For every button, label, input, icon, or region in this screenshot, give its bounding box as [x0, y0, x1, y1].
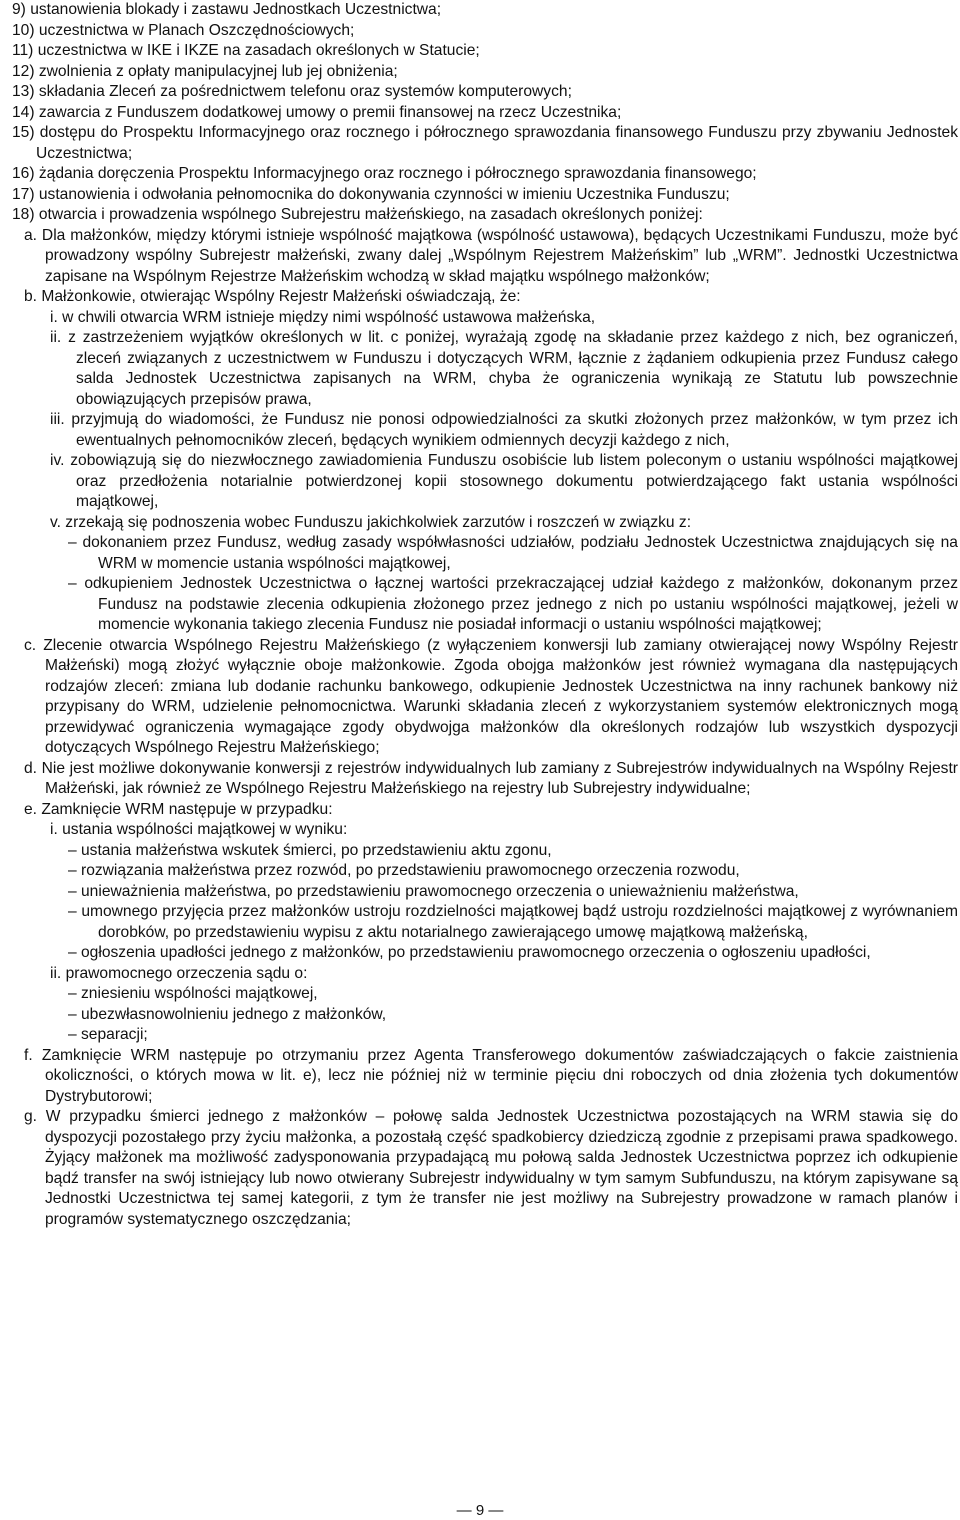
clause-b-v-dash-2: – odkupieniem Jednostek Uczestnictwa o łącznej wartości przekraczającej udział każdego z małżonków, dokonanym przez Fundusz na podstawie zlecenia odkupienia złożonego przez jednego z nich po ustaniu wspólności majątkowej, jeżeli w momencie wykonania takiego zlecenia Fundusz nie posiadał informacji o ustaniu wspólności majątkowej;	[68, 575, 958, 633]
clause-e-i-dash-5: – ogłoszenia upadłości jednego z małżonków, po przedstawieniu prawomocnego orzeczenia o ogłoszeniu upadłości,	[68, 944, 871, 961]
clause-c: c. Zlecenie otwarcia Wspólnego Rejestru Małżeńskiego (z wyłączeniem konwersji lub zamiany otwierającej nowy Wspólny Rejestr Małżeński) mogą złożyć wyłącznie oboje małżonkowie. Zgoda obojga małżonków jest również wymagana dla następujących rodzajów zleceń: zmiana lub dodanie rachunku bankowego, odkupienie Jednostek Uczestnictwa na inny rachunek bankowy niż przypisany do WRM, udzielenie pełnomocnictwa. Warunki składania zleceń z wykorzystaniem systemów elektronicznych mogą przewidywać ograniczenia wymagające zgody obydwojga małżonków dla określonych rodzajów lub wszystkich dyspozycji dotyczących Wspólnego Rejestru Małżeńskiego;	[24, 636, 958, 756]
clause-d: d. Nie jest możliwe dokonywanie konwersji z rejestrów indywidualnych lub zamiany z Subrejestrów indywidualnych na Wspólny Rejestr Małżeński, jak również ze Wspólnego Rejestru Małżeńskiego na rejestry lub Subrejestry indywidualne;	[24, 759, 958, 797]
clause-b-ii: ii. z zastrzeżeniem wyjątków określonych w lit. c poniżej, wyrażają zgodę na składanie przez każdego z nich, bez ograniczeń, zleceń związanych z uczestnictwem w Funduszu i dotyczących WRM, łącznie z żądaniem odkupienia przez Fundusz całego salda Jednostek Uczestnictwa zapisanych na WRM, chyba że ograniczenia wynikają ze Statutu lub powszechnie obowiązujących przepisów prawa,	[50, 329, 958, 408]
page-number: — 9 —	[456, 1502, 504, 1519]
item-9: 9) ustanowienia blokady i zastawu Jednostkach Uczestnictwa;	[12, 1, 442, 18]
item-18: 18) otwarcia i prowadzenia wspólnego Subrejestru małżeńskiego, na zasadach określonych poniżej:	[12, 206, 703, 223]
clause-e-i: i. ustania wspólności majątkowej w wyniku:	[50, 821, 348, 838]
clause-b-iv: iv. zobowiązują się do niezwłocznego zawiadomienia Funduszu osobiście lub listem poleconym o ustaniu wspólności majątkowej oraz przedłożenia notarialnie potwierdzonej kopii stosownego dokumentu potwierdzającego fakt ustania wspólności majątkowej,	[50, 452, 958, 510]
item-17: 17) ustanowienia i odwołania pełnomocnika do dokonywania czynności w imieniu Uczestnika Funduszu;	[12, 185, 730, 203]
item-11: 11) uczestnictwa w IKE i IKZE na zasadach określonych w Statucie;	[12, 42, 480, 59]
item-10: 10) uczestnictwa w Planach Oszczędnościowych;	[12, 21, 355, 39]
clause-e-i-dash-4: – umownego przyjęcia przez małżonków ustroju rozdzielności majątkowej bądź ustroju rozdzielności majątkowej z wyrównaniem dorobków, po przedstawieniu wypisu z aktu notarialnego zawierającego umowę majątkową małżeńską,	[68, 903, 958, 941]
clause-e-ii-dash-2: – ubezwłasnowolnieniu jednego z małżonków,	[68, 1005, 387, 1023]
clause-e-ii-dash-1: – zniesieniu wspólności majątkowej,	[68, 985, 318, 1002]
clause-e-i-dash-1: – ustania małżeństwa wskutek śmierci, po przedstawieniu aktu zgonu,	[68, 841, 552, 859]
clause-f: f. Zamknięcie WRM następuje po otrzymaniu przez Agenta Transferowego dokumentów zaświadczających o fakcie zaistnienia okoliczności, o których mowa w lit. e), lecz nie później niż w terminie pięciu dni roboczych od dnia złożenia tych dokumentów Dystrybutorowi;	[24, 1046, 958, 1105]
clause-e-i-dash-2: – rozwiązania małżeństwa przez rozwód, po przedstawieniu prawomocnego orzeczenia rozwodu,	[68, 862, 740, 879]
clause-e-ii-dash-3: – separacji;	[68, 1026, 148, 1043]
clause-b-intro: b. Małżonkowie, otwierając Wspólny Rejestr Małżeński oświadczają, że:	[24, 288, 521, 305]
clause-e-i-dash-3: – unieważnienia małżeństwa, po przedstawieniu prawomocnego orzeczenia o unieważnieniu małżeństwa,	[68, 882, 799, 900]
clause-e-ii: ii. prawomocnego orzeczenia sądu o:	[50, 964, 308, 982]
item-12: 12) zwolnienia z opłaty manipulacyjnej lub jej obniżenia;	[12, 62, 398, 80]
item-14: 14) zawarcia z Funduszem dodatkowej umowy o premii finansowej na rzecz Uczestnika;	[12, 103, 622, 121]
clause-a: a. Dla małżonków, między którymi istnieje wspólność majątkowa (wspólność ustawowa), będących Uczestnikami Funduszu, może być prowadzony wspólny Subrejestr małżeński, zwany dalej „Wspólnym Rejestrem Małżeńskim” lub „WRM”. Jednostki Uczestnictwa zapisane na Wspólnym Rejestrze Małżeńskim wchodzą w skład majątku wspólnego małżonków;	[24, 226, 958, 285]
item-16: 16) żądania doręczenia Prospektu Informacyjnego oraz rocznego i półrocznego sprawozdania finansowego;	[12, 165, 757, 182]
clause-g: g. W przypadku śmierci jednego z małżonków – połowę salda Jednostek Uczestnictwa pozostających na WRM stawia się do dyspozycji pozostałego przy życiu małżonka, a pozostałą część spadkobiercy dziedziczą zgodnie z przepisami prawa spadkowego. Żyjący małżonek ma możliwość zadysponowania przypadającą mu połową salda Jednostek Uczestnictwa poprzez ich odkupienie bądź transfer na swój istniejący lub nowo otwierany Subrejestr indywidualny w tym samym Subfunduszu, na którym zapisywane są Jednostki Uczestnictwa tej samej kategorii, z tym że transfer nie jest możliwy na Subrejestry prowadzone w ramach planów i programów systematycznego oszczędzania;	[24, 1108, 958, 1228]
document-body	[12, 0, 958, 1230]
item-15: 15) dostępu do Prospektu Informacyjnego oraz rocznego i półrocznego sprawozdania finansowego Funduszu przy zbywaniu Jednostek Uczestnictwa;	[12, 124, 958, 162]
clause-b-iii: iii. przyjmują do wiadomości, że Fundusz nie ponosi odpowiedzialności za skutki złożonych przez małżonków, w tym przez ich ewentualnych pełnomocników zleceń, będących wynikiem odmiennych decyzji każdego z nich,	[50, 411, 958, 449]
clause-b-v-dash-1: – dokonaniem przez Fundusz, według zasady współwłasności udziałów, podziału Jednostek Uczestnictwa znajdujących się na WRM w momencie ustania wspólności majątkowej,	[68, 534, 958, 572]
clause-b-v: v. zrzekają się podnoszenia wobec Funduszu jakichkolwiek zarzutów i roszczeń w związku z:	[50, 513, 692, 531]
item-13: 13) składania Zleceń za pośrednictwem telefonu oraz systemów komputerowych;	[12, 83, 572, 100]
clause-e-intro: e. Zamknięcie WRM następuje w przypadku:	[24, 800, 333, 818]
clause-b-i: i. w chwili otwarcia WRM istnieje między nimi wspólność ustawowa małżeńska,	[50, 308, 596, 326]
